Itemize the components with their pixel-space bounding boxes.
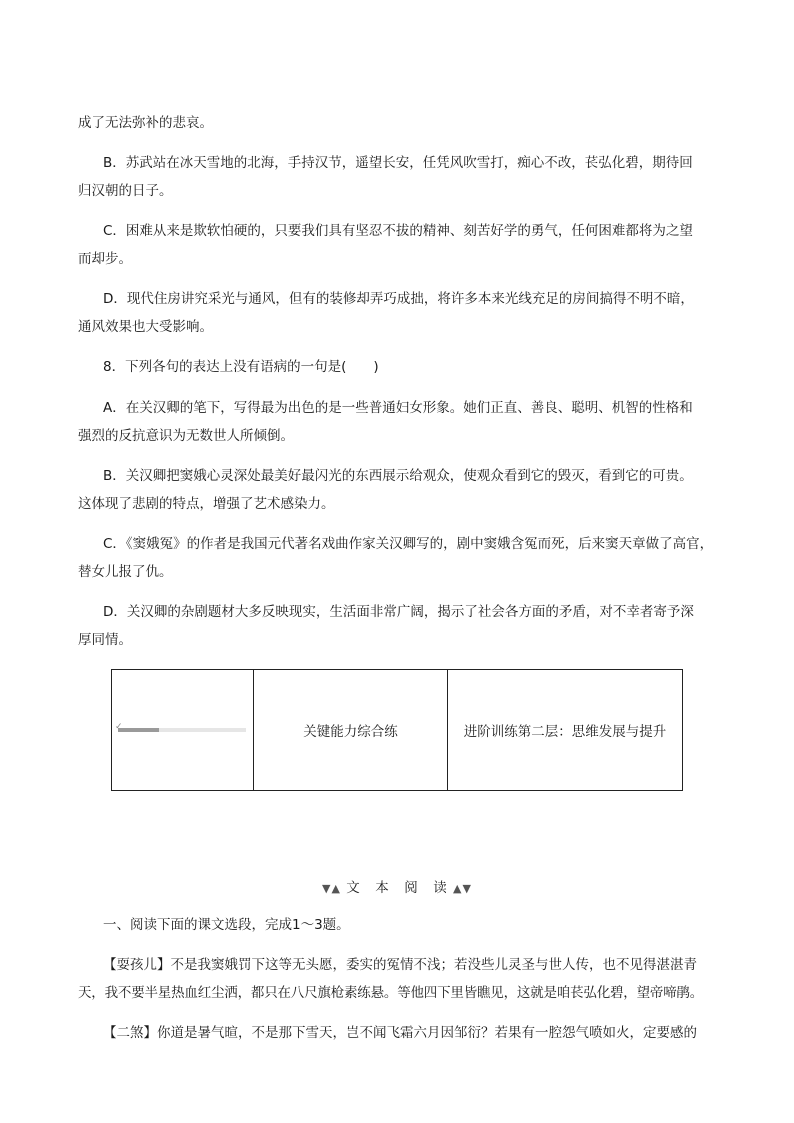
banner-right-label: 进阶训练第二层：思维发展与提升 bbox=[463, 724, 667, 740]
option-b-q7-cont: 归汉朝的日子。 bbox=[78, 183, 173, 199]
question-8: 8．下列各句的表达上没有语病的一句是( ) bbox=[103, 359, 379, 375]
option-d-q8-cont: 厚同情。 bbox=[78, 632, 132, 648]
option-c-q7: C．困难从来是欺软怕硬的，只要我们具有坚忍不拔的精神、刻苦好学的勇气，任何困难都将为之望 bbox=[103, 223, 693, 239]
reading-instruction: 一、阅读下面的课文选段，完成1～3题。 bbox=[103, 917, 350, 933]
left-triangle-icon: ▼▲ bbox=[322, 882, 341, 895]
option-a-q8-cont: 强烈的反抗意识为无数世人所倾倒。 bbox=[78, 428, 294, 444]
option-b-q8-cont: 这体现了悲剧的特点，增强了艺术感染力。 bbox=[78, 496, 335, 512]
option-d-q7-cont: 通风效果也大受影响。 bbox=[78, 319, 213, 335]
passage-paragraph-1: 【耍孩儿】不是我窦娥罚下这等无头愿，委实的冤情不浅；若没些儿灵圣与世人传，也不见得湛湛青 bbox=[103, 957, 697, 973]
passage-paragraph-2: 【二煞】你道是暑气暄，不是那下雪天，岂不闻飞霜六月因邹衍？若果有一腔怨气喷如火，定要感的 bbox=[103, 1025, 697, 1041]
progress-bar-fill bbox=[118, 728, 159, 732]
option-d-q7: D．现代住房讲究采光与通风，但有的装修却弄巧成拙，将许多本来光线充足的房间搞得不明不暗， bbox=[103, 291, 694, 307]
option-c-q8-cont: 替女儿报了仇。 bbox=[78, 564, 173, 580]
text-line: 成了无法弥补的悲哀。 bbox=[78, 115, 213, 131]
option-c-q8: C．《窦娥冤》的作者是我国元代著名戏曲作家关汉卿写的，剧中窦娥含冤而死，后来窦天章做了高官， bbox=[103, 536, 714, 552]
passage-paragraph-1-cont: 天，我不要半星热血红尘洒，都只在八尺旗枪素练悬。等他四下里皆瞧见，这就是咱苌弘化碧，望帝啼鹃。 bbox=[78, 985, 704, 1001]
progress-bar bbox=[115, 722, 246, 732]
banner-middle-cell bbox=[254, 670, 448, 791]
banner-right-cell bbox=[448, 670, 683, 791]
banner-middle-label: 关键能力综合练 bbox=[303, 724, 398, 740]
option-b-q7: B．苏武站在冰天雪地的北海，手持汉节，遥望长安，任凭风吹雪打，痴心不改，苌弘化碧，期待回 bbox=[103, 155, 693, 171]
option-a-q8: A．在关汉卿的笔下，写得最为出色的是一些普通妇女形象。她们正直、善良、聪明、机智的性格和 bbox=[103, 400, 693, 416]
option-b-q8: B．关汉卿把窦娥心灵深处最美好最闪光的东西展示给观众，使观众看到它的毁灭，看到它的可贵。 bbox=[103, 468, 693, 484]
section-heading bbox=[0, 876, 794, 896]
section-banner bbox=[111, 669, 683, 791]
check-icon: ✓ bbox=[115, 722, 123, 732]
banner-progress-cell bbox=[112, 670, 254, 791]
right-triangle-icon: ▲▼ bbox=[453, 882, 472, 895]
option-d-q8: D．关汉卿的杂剧题材大多反映现实，生活面非常广阔，揭示了社会各方面的矛盾，对不幸者寄予深 bbox=[103, 604, 694, 620]
section-title: 文 本 阅 读 bbox=[346, 880, 448, 896]
option-c-q7-cont: 而却步。 bbox=[78, 251, 132, 267]
